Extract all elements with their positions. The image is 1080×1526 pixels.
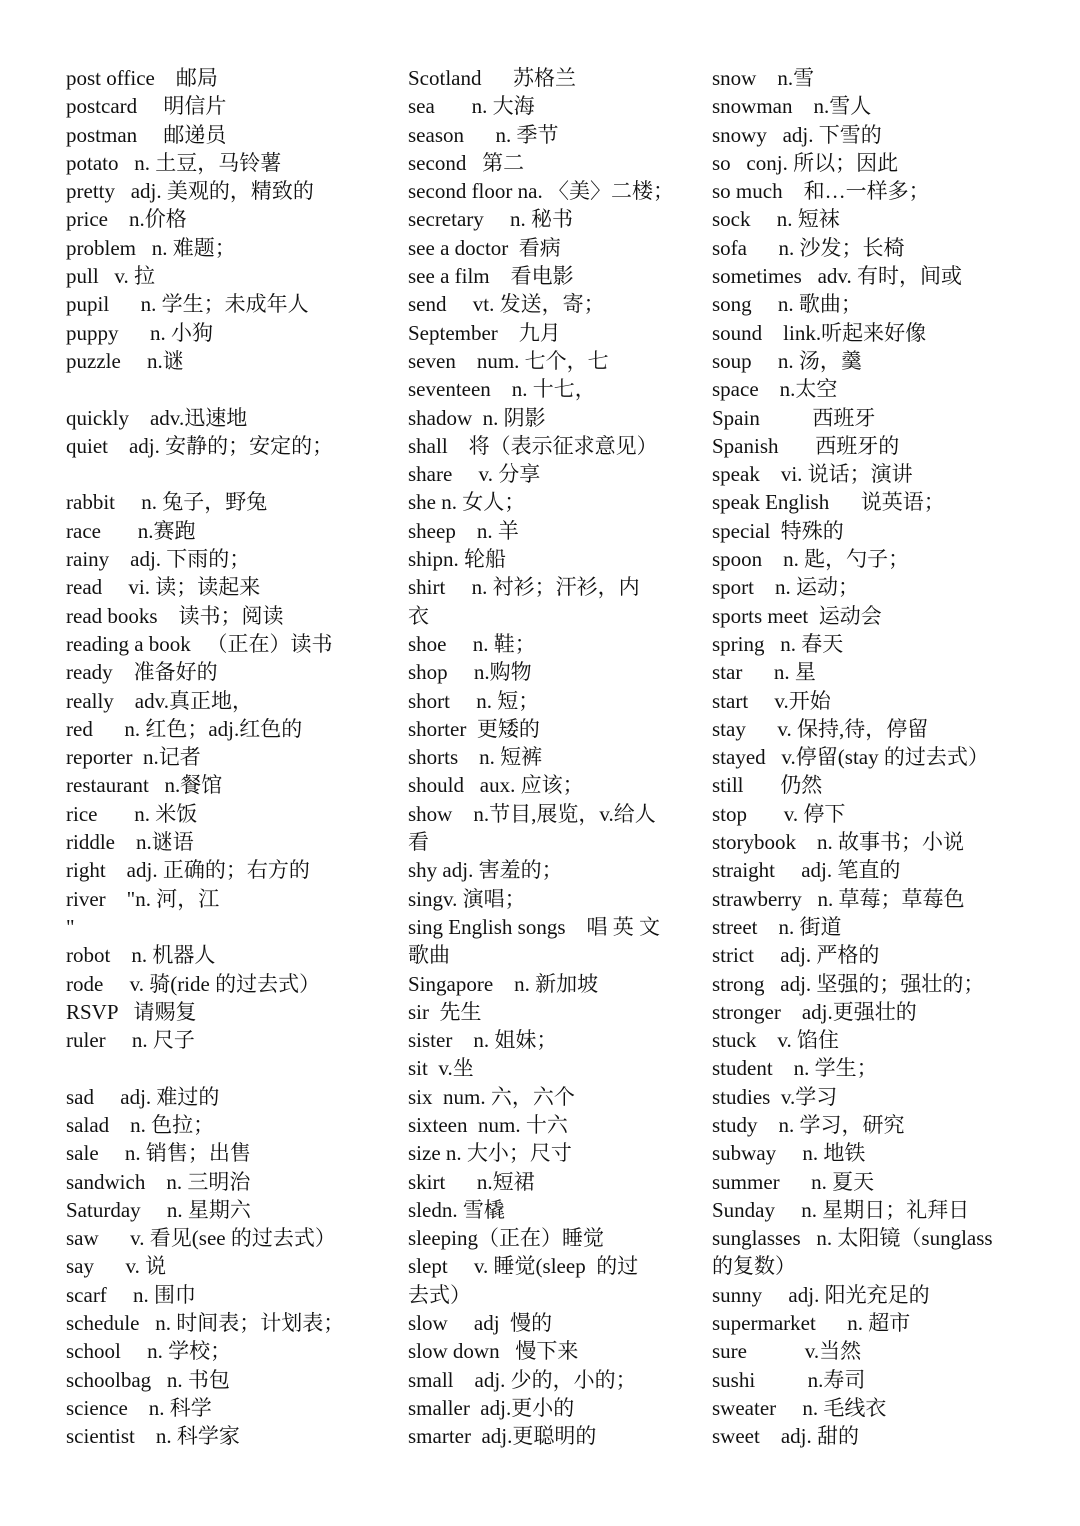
vocab-entry: sale n. 销售；出售 (66, 1141, 251, 1166)
vocab-entry: seven num. 七个，七 (408, 348, 609, 373)
vocab-entry: strong adj. 坚强的；强壮的； (712, 971, 985, 996)
vocab-entry: special 特殊的 (712, 518, 844, 543)
vocab-entry: studies v.学习 (712, 1084, 838, 1109)
vocab-entry: sir 先生 (408, 999, 482, 1024)
vocab-entry: stop v. 停下 (712, 801, 846, 826)
vocab-entry: " (66, 914, 75, 939)
vocab-entry: pull v. 拉 (66, 264, 156, 289)
vocab-entry: sad adj. 难过的 (66, 1084, 220, 1109)
vocab-entry: 去式） (408, 1282, 471, 1307)
vocab-entry: spring n. 春天 (712, 631, 844, 656)
vocab-entry: ruler n. 尺子 (66, 1028, 195, 1053)
vocab-entry: show n.节目,展览，v.给人 (408, 801, 656, 826)
vocab-entry: sheep n. 羊 (408, 518, 519, 543)
vocab-entry: supermarket n. 超市 (712, 1311, 911, 1336)
vocab-entry: sledn. 雪橇 (408, 1197, 505, 1222)
vocab-entry: sound link.听起来好像 (712, 320, 927, 345)
vocab-entry: stayed v.停留(stay 的过去式） (712, 745, 989, 770)
vocab-entry: space n.太空 (712, 377, 838, 402)
vocab-column-3 (712, 64, 1032, 1451)
vocab-entry: slept v. 睡觉(sleep 的过 (408, 1254, 639, 1279)
vocab-entry: quickly adv.迅速地 (66, 405, 248, 430)
vocab-entry: seventeen n. 十七， (408, 377, 596, 402)
vocab-entry: stronger adj.更强壮的 (712, 999, 917, 1024)
vocab-entry: sport n. 运动； (712, 575, 859, 600)
vocab-entry: send vt. 发送，寄； (408, 292, 605, 317)
vocab-entry: Singapore n. 新加坡 (408, 971, 599, 996)
vocab-entry: soup n. 汤，羹 (712, 348, 862, 373)
vocab-entry: problem n. 难题； (66, 235, 236, 260)
vocab-entry: star n. 星 (712, 660, 816, 685)
vocab-entry: restaurant n.餐馆 (66, 773, 223, 798)
vocab-entry: stay v. 保持,待，停留 (712, 716, 929, 741)
vocab-entry: sunglasses n. 太阳镜（sunglass (712, 1226, 993, 1251)
vocab-entry: see a film 看电影 (408, 264, 574, 289)
vocab-column-2 (408, 64, 678, 1451)
blank-line (66, 375, 386, 403)
vocab-entry: student n. 学生； (712, 1056, 878, 1081)
vocab-entry: should aux. 应该； (408, 773, 584, 798)
vocab-entry: song n. 歌曲； (712, 292, 862, 317)
vocab-entry: skirt n.短裙 (408, 1169, 535, 1194)
vocab-entry: 看 (408, 830, 429, 855)
vocab-entry: quiet adj. 安静的；安定的； (66, 433, 334, 458)
vocab-entry: smarter adj.更聪明的 (408, 1424, 597, 1449)
vocab-entry: riddle n.谜语 (66, 830, 194, 855)
vocab-entry: season n. 季节 (408, 122, 559, 147)
vocab-entry: say v. 说 (66, 1254, 167, 1279)
vocab-entry: stuck v. 馅住 (712, 1028, 839, 1053)
vocab-entry: sixteen num. 十六 (408, 1112, 568, 1137)
vocab-entry: singv. 演唱； (408, 886, 526, 911)
vocab-entry: secretary n. 秘书 (408, 207, 574, 232)
vocab-entry: sofa n. 沙发；长椅 (712, 235, 905, 260)
vocab-entry: sunny adj. 阳光充足的 (712, 1282, 930, 1307)
vocab-entry: shadow n. 阴影 (408, 405, 546, 430)
vocab-entry: she n. 女人； (408, 490, 526, 515)
vocab-entry: shorts n. 短裤 (408, 745, 543, 770)
vocab-entry: potato n. 土豆，马铃薯 (66, 150, 282, 175)
vocab-entry: rainy adj. 下雨的； (66, 547, 251, 572)
vocab-entry: salad n. 色拉； (66, 1112, 215, 1137)
vocab-entry: Spain 西班牙 (712, 405, 876, 430)
vocab-entry: sports meet 运动会 (712, 603, 882, 628)
vocab-entry: puzzle n.谜 (66, 348, 184, 373)
vocab-entry: sweater n. 毛线衣 (712, 1395, 887, 1420)
vocab-entry: robot n. 机器人 (66, 943, 216, 968)
vocab-entry: see a doctor 看病 (408, 235, 561, 260)
vocab-entry: sushi n.寿司 (712, 1367, 866, 1392)
vocab-entry: subway n. 地铁 (712, 1141, 866, 1166)
vocab-entry: sing English songs 唱 英 文 (408, 914, 661, 939)
vocab-column-1 (66, 64, 386, 1451)
vocab-entry: 歌曲 (408, 943, 450, 968)
vocab-entry: slow down 慢下来 (408, 1339, 579, 1364)
vocab-entry: reporter n.记者 (66, 745, 201, 770)
vocab-entry: still 仍然 (712, 773, 823, 798)
vocab-entry: straight adj. 笔直的 (712, 858, 901, 883)
vocab-entry: right adj. 正确的；右方的 (66, 858, 310, 883)
vocab-entry: 的复数） (712, 1254, 796, 1279)
vocab-entry: pretty adj. 美观的，精致的 (66, 179, 314, 204)
vocab-entry: rode v. 骑(ride 的过去式） (66, 971, 321, 996)
vocab-entry: speak English 说英语； (712, 490, 945, 515)
vocab-entry: speak vi. 说话；演讲 (712, 462, 913, 487)
vocab-entry: September 九月 (408, 320, 561, 345)
vocab-entry: read vi. 读；读起来 (66, 575, 261, 600)
vocab-entry: share v. 分享 (408, 462, 541, 487)
vocab-entry: really adv.真正地， (66, 688, 254, 713)
vocab-entry: sandwich n. 三明治 (66, 1169, 251, 1194)
vocab-entry: rice n. 米饭 (66, 801, 198, 826)
vocab-entry: spoon n. 匙，勺子； (712, 547, 910, 572)
vocab-entry: post office 邮局 (66, 66, 218, 90)
vocab-entry: slow adj 慢的 (408, 1311, 553, 1336)
vocab-entry: ready 准备好的 (66, 660, 218, 685)
vocab-entry: strict adj. 严格的 (712, 943, 880, 968)
vocab-entry: six num. 六，六个 (408, 1084, 575, 1109)
vocab-entry: race n.赛跑 (66, 518, 196, 543)
vocab-entry: sure v.当然 (712, 1339, 862, 1364)
vocab-entry: size n. 大小；尺寸 (408, 1141, 572, 1166)
vocab-entry: red n. 红色；adj.红色的 (66, 716, 303, 741)
vocab-entry: snowy adj. 下雪的 (712, 122, 882, 147)
vocab-entry: puppy n. 小狗 (66, 320, 213, 345)
vocab-entry: RSVP 请赐复 (66, 999, 197, 1024)
vocab-entry: rabbit n. 兔子，野兔 (66, 490, 268, 515)
vocab-entry: river "n. 河，江 (66, 886, 220, 911)
vocab-entry: strawberry n. 草莓；草莓色 (712, 886, 965, 911)
vocab-entry: school n. 学校； (66, 1339, 232, 1364)
vocab-entry: sweet adj. 甜的 (712, 1424, 859, 1449)
vocab-entry: price n.价格 (66, 207, 187, 232)
vocab-entry: sock n. 短袜 (712, 207, 840, 232)
vocab-entry: so conj. 所以；因此 (712, 150, 899, 175)
vocab-entry: shipn. 轮船 (408, 547, 507, 572)
vocab-entry: study n. 学习，研究 (712, 1112, 905, 1137)
vocab-entry: Sunday n. 星期日；礼拜日 (712, 1197, 970, 1222)
vocab-entry: schoolbag n. 书包 (66, 1367, 230, 1392)
vocab-entry: scarf n. 围巾 (66, 1282, 197, 1307)
vocab-entry: shoe n. 鞋； (408, 631, 536, 656)
vocab-entry: snow n.雪 (712, 66, 815, 90)
vocab-entry: 衣 (408, 603, 429, 628)
vocab-entry: street n. 街道 (712, 914, 842, 939)
vocab-entry: snowman n.雪人 (712, 94, 872, 119)
vocab-entry: smaller adj.更小的 (408, 1395, 575, 1420)
vocab-entry: sleeping（正在）睡觉 (408, 1226, 604, 1251)
blank-line (66, 1054, 386, 1082)
vocab-entry: so much 和…一样多； (712, 179, 930, 204)
vocab-entry: Spanish 西班牙的 (712, 433, 900, 458)
vocab-entry: shirt n. 衬衫；汗衫，内 (408, 575, 640, 600)
vocab-entry: science n. 科学 (66, 1395, 212, 1420)
vocab-entry: scientist n. 科学家 (66, 1424, 240, 1449)
vocab-entry: second 第二 (408, 150, 525, 175)
vocab-entry: pupil n. 学生；未成年人 (66, 292, 309, 317)
vocab-entry: sometimes adv. 有时，间或 (712, 264, 963, 289)
vocab-entry: sister n. 姐妹； (408, 1028, 558, 1053)
vocab-entry: sea n. 大海 (408, 94, 535, 119)
vocab-entry: reading a book （正在）读书 (66, 631, 333, 656)
vocab-entry: shorter 更矮的 (408, 716, 540, 741)
vocab-entry: read books 读书；阅读 (66, 603, 284, 628)
vocab-entry: shall 将（表示征求意见） (408, 433, 658, 458)
vocab-entry: short n. 短； (408, 688, 540, 713)
vocab-entry: saw v. 看见(see 的过去式） (66, 1226, 336, 1251)
vocab-entry: summer n. 夏天 (712, 1169, 875, 1194)
vocab-entry: postcard 明信片 (66, 94, 227, 119)
vocab-entry: sit v.坐 (408, 1056, 474, 1081)
vocab-entry: Saturday n. 星期六 (66, 1197, 251, 1222)
vocab-entry: shop n.购物 (408, 660, 532, 685)
vocab-entry: small adj. 少的，小的； (408, 1367, 637, 1392)
vocab-entry: start v.开始 (712, 688, 831, 713)
vocab-entry: shy adj. 害羞的； (408, 858, 563, 883)
vocab-entry: schedule n. 时间表；计划表； (66, 1311, 345, 1336)
vocab-entry: second floor na. 〈美〉二楼； (408, 179, 674, 204)
vocab-entry: storybook n. 故事书；小说 (712, 830, 964, 855)
blank-line (66, 460, 386, 488)
vocab-entry: Scotland 苏格兰 (408, 66, 576, 90)
vocab-entry: postman 邮递员 (66, 122, 227, 147)
